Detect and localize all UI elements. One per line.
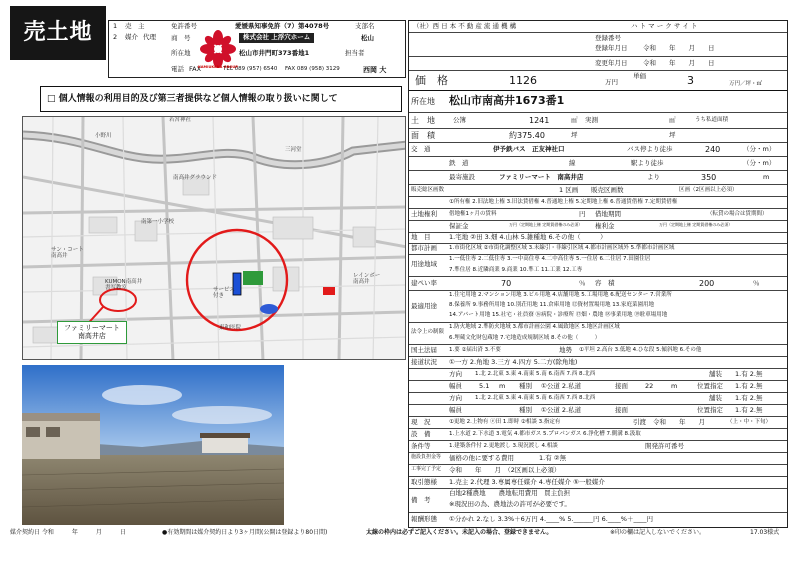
position-label: 位置指定 [697,382,723,390]
row-kansei [409,465,787,477]
row-deposit [409,221,787,233]
kenpei-percent: ％ [579,279,586,287]
station-walk-label: 駅より徒歩 [631,159,664,167]
rail-unit: （分・m） [743,159,776,167]
branch-name: 松山 [361,34,374,42]
youto-label: 用途地域 [411,260,437,268]
map-label-kumon: KUMON南高井 書写教室 [105,279,143,292]
sale-count: 1 区画 [559,186,579,194]
shisetsu-options: 1.有 ②無 [539,454,567,462]
row-registration [409,33,787,57]
lease-label: 土地権利 [411,210,437,218]
logo-caption: KAMIUKENA GROUP [197,65,238,69]
kenpei-label: 建ぺい率 [411,279,437,287]
land-public-label: 公簿 [453,116,466,124]
row-saiteki [409,291,787,323]
position-options: 1.有 2.無 [735,382,763,390]
map-label-hospital: 東和医院 [219,325,242,331]
row-area [409,129,787,143]
shop-dist-label: より [647,173,660,181]
row-rail [409,157,787,171]
unit-price-value: 3 [687,74,694,87]
deposit-label: 保証金 [449,222,469,230]
row-setsubi [409,429,787,441]
location-label: 所在地 [411,97,435,106]
agent-role-broker: 媒介 [125,33,138,41]
area-tsubo: 約375.40 [509,131,545,140]
torihiki-label: 取引態様 [411,478,437,486]
private-road-label: うち私道面積 [695,117,729,123]
paving-options-2: 1.有 2.無 [735,394,763,402]
road-type-label: 種別 [519,382,532,390]
houshu-label: 報酬形態 [411,515,437,523]
location-value: 松山市南高井1673番1 [449,94,565,107]
frontage-unit: m [671,382,678,390]
chimoku-label: 地 目 [411,233,431,241]
width-label-2: 幅員 [449,406,462,414]
road-type-label-2: 種別 [519,406,532,414]
map-label-shrine: 若宮神社 [169,117,192,123]
paving-options: 1.有 2.無 [735,370,763,378]
row-kokudo [409,345,787,357]
row-direction-2 [409,393,787,405]
setsudo-options: ①一方 2.角地 3.三方 4.四方 5.二方(除角地) [449,358,578,366]
jouken-options: 1.建築条件付 2.更地渡し 3.現況渡し 4.相談 [449,443,558,449]
row-price [409,71,787,91]
yoseki-percent: ％ [753,279,760,287]
rail-label: 鉄 道 [449,159,469,167]
key-money-label: 権利金 [595,222,615,230]
footer-validity: ●有効期間は媒介契約日より3ヶ月間(公開は登録より80日間) [162,529,328,536]
agent-person: 西岡 大 [363,66,387,74]
tsubo-unit: 坪 [571,131,578,139]
saiteki-label: 最適用途 [411,302,437,310]
row-chimoku [409,233,787,244]
row-shisetsu [409,453,787,465]
road-type-options-2: ①公道 2.私道 [541,406,582,414]
site-photo [22,365,284,525]
toshi-label: 都市計画 [411,244,437,252]
deposit-note: 万円（定期地上権 定期賃借権のみ必須） [509,222,583,227]
row-land [409,113,787,129]
setsubi-label: 設 備 [411,430,431,438]
bus-minutes: 240 [705,145,721,154]
map-label-mikawa: 三河堂 [285,147,302,153]
land-unit: ㎡ [571,116,578,124]
direction-label: 方向 [449,370,462,378]
chisei-options: ①平坦 2.高台 3.低地 4.ひな段 5.傾斜地 6.その他 [579,347,702,353]
handover-label: 引渡 [633,418,646,426]
dev-permit-label: 開発許可番号 [645,442,684,450]
license-label: 免許番号 [171,22,197,30]
company-logo-icon [200,30,236,68]
row-update [409,57,787,71]
bikou-line-2: ※現況田の為、農地法の許可が必要です。 [449,500,571,508]
upd-date-label: 変更年月日 [595,59,628,67]
sale-sections: 区画（2区画以上必須） [679,187,738,193]
trade-name-label: 商 号 [171,34,191,42]
row-houshu [409,513,787,527]
sale-sections-label: 販売区画数 [591,186,624,194]
shop-unit: m [763,173,770,181]
paving-label-2: 舗装 [709,394,722,402]
row-shop [409,171,787,185]
shop-distance: 350 [701,173,717,182]
position-label-2: 位置指定 [697,406,723,414]
tsubo-unit2: 坪 [669,131,676,139]
agent-role-seller: 売 主 [125,22,145,30]
land-public-area: 1241 [529,116,550,125]
area-label: 面 積 [411,131,435,140]
agent-no1: 1 [113,22,118,30]
width-label: 幅員 [449,382,462,390]
reg-date-label: 登録年月日 [595,44,628,52]
row-rights [409,197,787,209]
land-actual-label: 実測 [585,116,598,124]
frontage-label-2: 接面 [615,406,628,414]
row-seigen [409,323,787,345]
price-label: 価 格 [415,74,448,87]
land-actual-unit: ㎡ [669,116,676,124]
paving-label: 舗装 [709,370,722,378]
reg-no-label: 登録番号 [595,34,621,42]
saiteki-options-3: 14.アパート用地 15.社宅・社員寮 ⑯病院・診療所 ⑰畑・農地 ⑱事業用地 ⑲駐車場用地 [449,312,668,318]
traffic-label: 交 通 [411,145,431,153]
shisetsu-text: 価格の他に要する費用 [449,454,514,462]
map-label-store: ファミリーマート 南高井店 [57,321,127,344]
chimoku-options: 1.宅地 ②田 3.畑 4.山林 5.雑種地 6.その他（ ） [449,233,607,241]
footer [10,530,790,542]
bus-stop: 伊予鉄バス 正友神社口 [493,145,565,153]
genkyo-options: ①更地 2.上物有 ⓔ田 1.即時 ②相談 3.指定有 [449,419,561,425]
footer-contract-date: 媒介契約日 令和 年 月 日 [10,529,126,536]
lease-term: 借地権1ヶ月の賃料 [449,211,497,217]
fax-label: FAX [189,65,202,73]
houshu-options: ①分かれ 2.なし 3.3%＋6万円 4.____% 5.______円 6.____%＋____円 [449,515,653,523]
agent-tel: TEL 089 (957) 6540 [223,66,278,72]
license-number: 愛媛県知事免許（7）第4078号 [235,22,330,30]
shisetsu-label: 施設負担金等 [411,454,442,460]
upd-date: 令和 年 月 日 [643,59,715,67]
branch-label: 支部名 [355,22,375,30]
price-unit: 万円 [605,78,618,86]
row-location [409,91,787,113]
frontage-label: 接面 [615,382,628,390]
setsubi-options: 1.上水道 2.下水道 3.電気 4.都市ガス 5.プロパンガス 6.浄化槽 7.側溝 8.汲取 [449,431,641,437]
unit-price-label: 単価 [633,72,646,80]
agent-info-box [108,20,406,78]
row-setsudo [409,357,787,369]
row-bikou [409,489,787,513]
yoseki-label: 容 積 [595,279,615,287]
seigen-options-1: 1.防火地域 2.準防火地域 3.都市計画公園 4.風致地区 5.地区計画区域 [449,324,620,330]
toshi-options: 1.市街化区域 ②市街化調整区域 3.未線引・非線引区域 4.都市計画区域外 5.準都市計画区域 [449,245,675,251]
footer-code: 17.03様式 [750,529,780,536]
bikou-label: 備 考 [411,496,431,504]
lease-note: （転貸の場合は賃期間） [707,211,768,217]
price-value: 1126 [509,74,537,87]
row-org [409,21,787,33]
row-toshi [409,244,787,255]
trade-name: 株式会社 上浮穴ホーム [239,33,314,43]
unit-price-unit: 万円／坪・㎡ [729,81,763,87]
lease-period: 借地期間 [595,210,621,218]
road-type-options: ①公道 2.私道 [541,382,582,390]
saiteki-options-2: 8.保養所 9.事務所用地 10.別荘用地 11.倉庫用地 ⑫資材置場用地 13.家庭菜園用地 [449,302,654,308]
direction-options-2: 1.北 2.北東 3.東 4.南東 5.南 6.南西 7.西 8.北西 [475,395,596,401]
key-money-note: 万円（定期地上権 定期賃借権のみ必須） [659,222,733,227]
yoseki-value: 200 [699,279,715,288]
youto-options-2: 7.準住居 8.近隣商業 9.商業 10.準工 11.工業 12.工専 [449,267,583,273]
chisei-label: 地勢 [559,346,572,354]
row-youto [409,255,787,277]
land-label: 土 地 [411,116,435,125]
row-width [409,381,787,393]
handover-period: （上・中・下旬） [727,419,772,425]
direction-label-2: 方向 [449,394,462,402]
position-options-2: 1.有 2.無 [735,406,763,414]
map-label-suncourt: サン・コート 南高井 [51,247,84,260]
kansei-label: 工事完了予定 [411,466,442,472]
seigen-label: 法令上の制限 [411,329,445,335]
direction-options: 1.北 2.北東 3.東 4.南東 5.南 6.南西 7.西 8.北西 [475,371,596,377]
map-label-river: 小野川 [95,133,112,139]
site-photo-image [22,365,284,525]
row-lease [409,209,787,221]
property-type-badge: 売土地 [10,6,106,60]
row-torihiki [409,477,787,489]
agent-address: 松山市井門町373番地1 [239,49,310,57]
seigen-options-2: 6.埋蔵文化財包蔵地 7.宅地造成規制区域 8.その他（ ） [449,335,601,341]
genkyo-label: 現 況 [411,418,431,426]
row-bus [409,143,787,157]
map-label-service: サービス 付き [213,287,236,300]
map-label-ground: 南高井グラウンド [173,175,218,181]
youto-options-1: 1.一低住専 2.二低住専 3.一中高住専 4.二中高住専 5.一住居 6.二住居 7.田園住居 [449,256,651,262]
kokudo-label: 国土法届 [411,346,437,354]
tel-label: 電話 [171,65,184,73]
kansei-value: 令和 年 月 （2区画以上必須） [449,466,561,474]
footer-note: ※印の欄は記入しないでください。 [610,529,706,536]
row-direction [409,369,787,381]
footer-warning: 太線の枠内は必ずご記入ください。未記入の場合、登録できません。 [366,529,553,536]
person-label: 担当者 [345,49,365,57]
kokudo-options: 1.要 ②届出済 3.不要 [449,347,501,353]
row-sale-count [409,185,787,197]
handover-date: 令和 年 月 [653,418,705,426]
width-unit: m [499,382,506,390]
hm-site: ハ ト マ ー ク サ イ ト [631,22,698,30]
sale-count-label: 販売総区画数 [411,187,445,193]
jouken-label: 条件等 [411,442,431,450]
location-map [22,116,406,360]
row-genkyo [409,417,787,429]
torihiki-options: 1.売主 2.代理 3.専属専任媒介 4.専任媒介 ⑤一般媒介 [449,478,605,486]
agent-fax: FAX 089 (958) 3129 [285,66,340,72]
row-width-2 [409,405,787,417]
shop-name: ファミリーマート 南高井店 [499,173,584,181]
rights-options: ①所有権 2.旧法地上権 3.旧法賃借権 4.普通地上権 5.定期地上権 6.普通賃借権 7.定期賃借権 [449,199,678,205]
shop-label: 最寄施設 [449,173,475,181]
saiteki-options-1: 1.住宅用地 2.マンション用地 3.ビル用地 4.店舗用地 5.工場用地 6.配送センター 7.営業所 [449,292,672,298]
map-label-rainbow: レインボー 南高井 [353,273,381,286]
map-label-school: 南第一小学校 [141,219,175,225]
setsudo-label: 接道状況 [411,358,437,366]
width-value: 5.1 [479,382,490,390]
bikou-line-1: 白地2種農地 農地転用費用 買主負担 [449,489,571,497]
property-spec-table [408,20,788,528]
row-kenpei [409,277,787,291]
rail-line: 線 [569,159,576,167]
frontage-value: 22 [645,382,654,390]
agent-no2: 2 [113,33,118,41]
bus-walk-label: バス停より徒歩 [627,145,673,153]
row-jouken [409,441,787,453]
lease-yen: 円 [579,210,586,218]
kenpei-value: 70 [501,279,512,288]
reg-date: 令和 年 月 日 [643,44,715,52]
address-label: 所在地 [171,49,191,57]
org-name: （社）西 日 本 不 動 産 流 通 機 構 [413,22,517,30]
privacy-notice: □ 個人情報の利用目的及び第三者提供など個人情報の取り扱いに関して [40,86,402,112]
bus-unit: （分・m） [743,145,776,153]
agent-role-agent: 代理 [143,33,156,41]
